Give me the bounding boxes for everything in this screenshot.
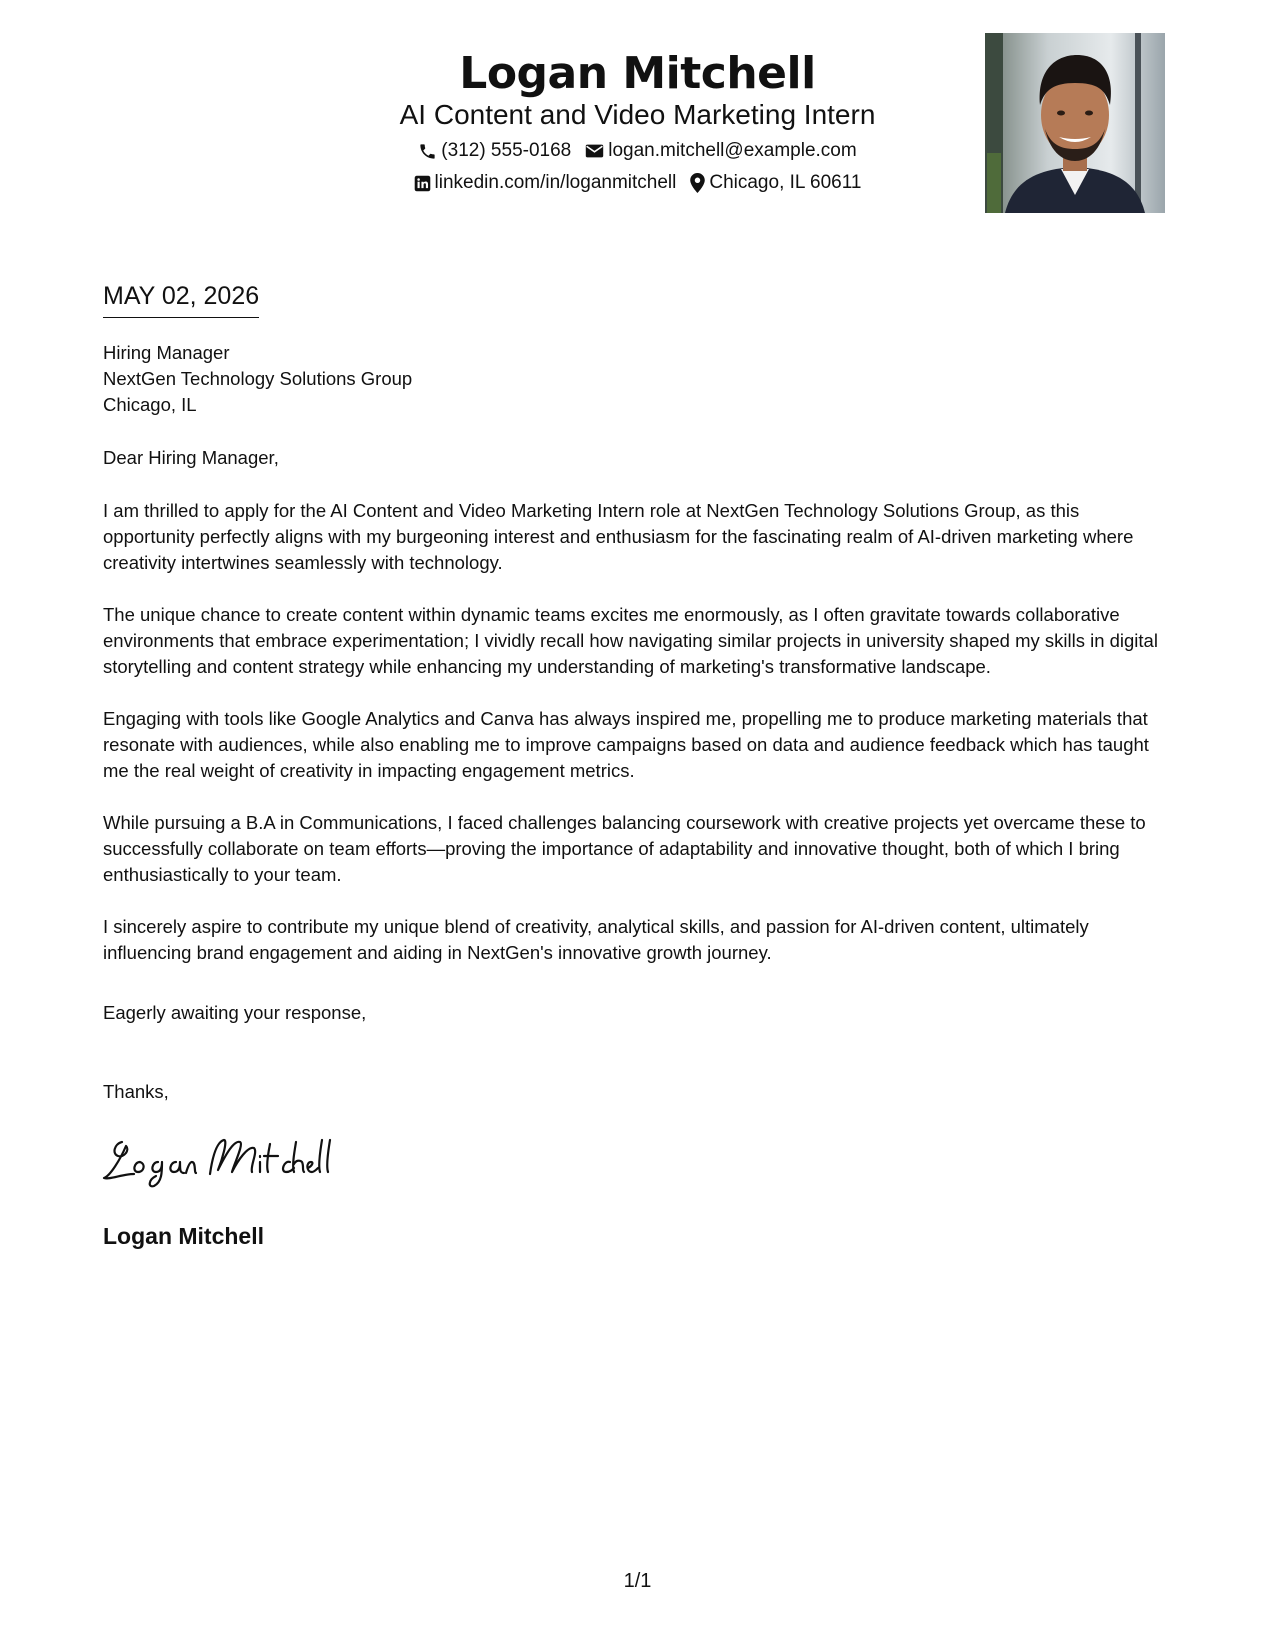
map-pin-icon	[690, 173, 705, 193]
body-paragraph: Engaging with tools like Google Analytics and Canva has always inspired me, propelling me to produce marketing materials that resonate with audiences, while also enabling me to improve campaigns based on data and audience feedback which has taught me the real weight of creativity in impacting engagement metrics.	[103, 708, 1149, 781]
applicant-title: AI Content and Video Marketing Intern	[399, 99, 876, 130]
page-indicator: 1/1	[623, 1570, 652, 1592]
handwritten-signature	[100, 1130, 340, 1195]
location-text: Chicago, IL 60611	[709, 172, 862, 193]
linkedin-icon	[414, 175, 431, 192]
salutation: Dear Hiring Manager,	[103, 447, 279, 468]
phone-icon	[418, 142, 437, 161]
phone-contact	[418, 139, 571, 163]
phone-text: (312) 555-0168	[441, 140, 572, 161]
location-contact	[690, 171, 861, 195]
recipient-line: Chicago, IL	[103, 394, 197, 415]
sign-off: Thanks,	[103, 1081, 169, 1102]
body-paragraph: The unique chance to create content within dynamic teams excites me enormously, as I often gravitate towards collaborative environments that embrace experimentation; I vividly recall how navigating similar projects in university shaped my skills in digital storytelling and content strategy while enhancing my understanding of marketing's transformative landscape.	[103, 604, 1158, 677]
body-paragraph: While pursuing a B.A in Communications, I faced challenges balancing coursework with creative projects yet overcame these to successfully collaborate on team efforts—proving the importance of adaptability and innovative thought, both of which I bring enthusiastically to your team.	[103, 812, 1146, 885]
email-contact[interactable]	[585, 139, 856, 163]
linkedin-contact[interactable]	[414, 171, 677, 195]
letter-body	[103, 498, 1173, 992]
applicant-name: Logan Mitchell	[459, 48, 816, 99]
body-paragraph: I am thrilled to apply for the AI Content and Video Marketing Intern role at NextGen Technology Solutions Group, as this opportunity perfectly aligns with my burgeoning interest and enthusiasm for the fascinating realm of AI-driven marketing where creativity intertwines seamlessly with technology.	[103, 500, 1134, 573]
closing-line: Eagerly awaiting your response,	[103, 1002, 367, 1023]
letter-header	[0, 0, 1275, 230]
recipient-block	[103, 340, 1173, 418]
body-paragraph: I sincerely aspire to contribute my unique blend of creativity, analytical skills, and passion for AI-driven content, ultimately influencing brand engagement and aiding in NextGen's innovative growth journey.	[103, 916, 1089, 963]
profile-photo	[985, 33, 1165, 213]
recipient-line: NextGen Technology Solutions Group	[103, 368, 413, 389]
letter-date: MAY 02, 2026	[103, 281, 259, 318]
envelope-icon	[585, 143, 604, 159]
linkedin-text[interactable]: linkedin.com/in/loganmitchell	[434, 172, 677, 193]
email-text[interactable]: logan.mitchell@example.com	[608, 140, 857, 161]
recipient-line: Hiring Manager	[103, 342, 230, 363]
signer-name: Logan Mitchell	[103, 1223, 264, 1249]
